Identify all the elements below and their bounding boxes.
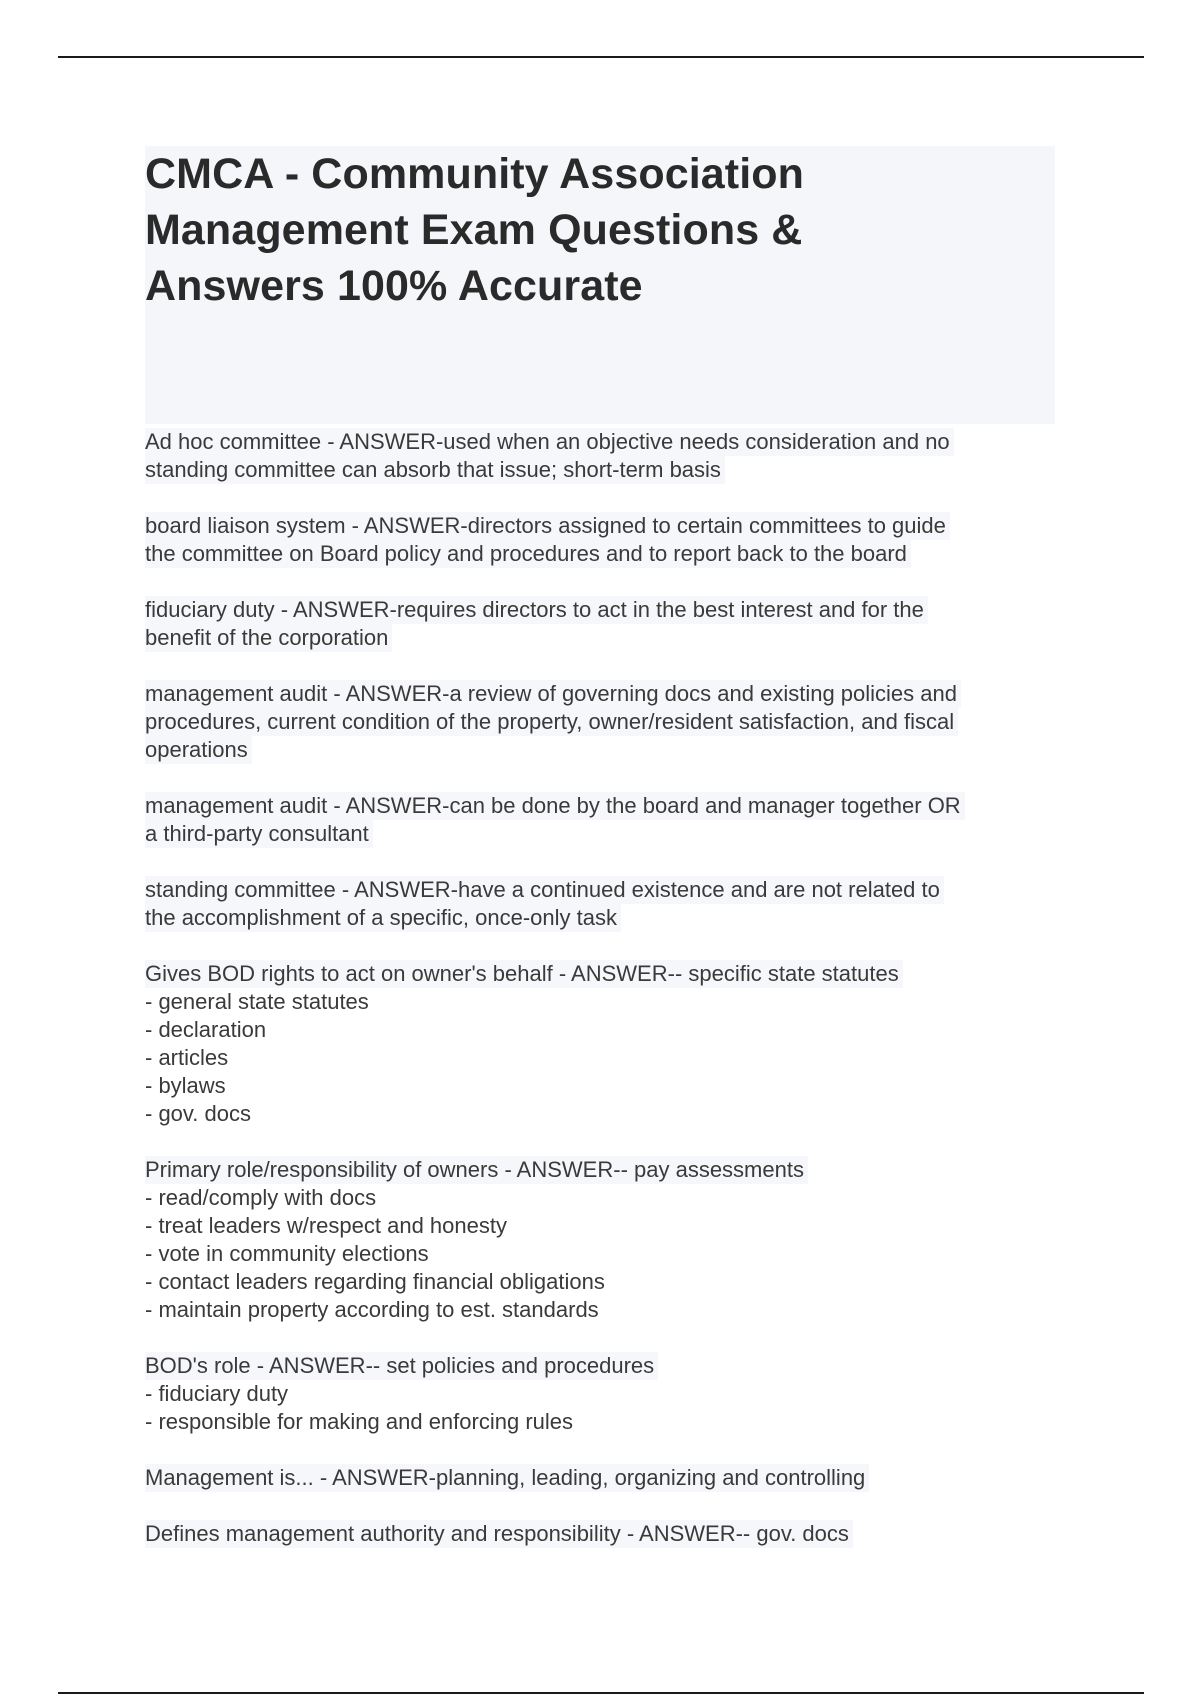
qa-entry: [145, 1464, 1055, 1492]
qa-list-item: - maintain property according to est. standards: [145, 1297, 599, 1322]
qa-list-item: - declaration: [145, 1017, 267, 1042]
qa-text: Ad hoc committee - ANSWER-used when an objective needs consideration and no: [145, 428, 954, 456]
qa-text: benefit of the corporation: [145, 624, 392, 652]
qa-entry: [145, 792, 1055, 848]
top-rule: [58, 56, 1144, 58]
qa-entry: [145, 1156, 1055, 1324]
qa-text: management audit - ANSWER-a review of governing docs and existing policies and: [145, 680, 961, 708]
qa-text: board liaison system - ANSWER-directors assigned to certain committees to guide: [145, 512, 950, 540]
qa-list-item: - treat leaders w/respect and honesty: [145, 1213, 507, 1238]
qa-list-item: - articles: [145, 1045, 229, 1070]
title-line-2: Management Exam Questions &: [145, 206, 803, 254]
qa-text: BOD's role - ANSWER-- set policies and procedures: [145, 1352, 658, 1380]
qa-text: Management is... - ANSWER-planning, leading, organizing and controlling: [145, 1464, 869, 1492]
qa-text: Defines management authority and responsibility - ANSWER-- gov. docs: [145, 1520, 853, 1548]
qa-text: standing committee - ANSWER-have a continued existence and are not related to: [145, 876, 944, 904]
qa-entry: [145, 512, 1055, 568]
qa-list-item: - general state statutes: [145, 989, 369, 1014]
qa-entry: [145, 428, 1055, 484]
qa-list-item: - fiduciary duty: [145, 1381, 289, 1406]
qa-text: a third-party consultant: [145, 820, 373, 848]
qa-entry: [145, 680, 1055, 764]
title-line-1: CMCA - Community Association: [145, 150, 804, 198]
title-block: [145, 146, 1055, 424]
qa-text: Gives BOD rights to act on owner's behalf - ANSWER-- specific state statutes: [145, 960, 903, 988]
qa-text: procedures, current condition of the property, owner/resident satisfaction, and fiscal: [145, 708, 958, 736]
qa-text: management audit - ANSWER-can be done by the board and manager together OR: [145, 792, 965, 820]
qa-text: the committee on Board policy and procedures and to report back to the board: [145, 540, 911, 568]
qa-list: [145, 428, 1055, 1548]
qa-list-item: - contact leaders regarding financial obligations: [145, 1269, 605, 1294]
qa-text: standing committee can absorb that issue; short-term basis: [145, 456, 725, 484]
qa-list-item: - gov. docs: [145, 1101, 251, 1126]
qa-text: fiduciary duty - ANSWER-requires directors to act in the best interest and for the: [145, 596, 928, 624]
qa-entry: [145, 960, 1055, 1128]
document-body: [145, 146, 1055, 1576]
qa-entry: [145, 1520, 1055, 1548]
qa-text: operations: [145, 736, 252, 764]
qa-list-item: - bylaws: [145, 1073, 226, 1098]
qa-text: Primary role/responsibility of owners - ANSWER-- pay assessments: [145, 1156, 808, 1184]
qa-entry: [145, 876, 1055, 932]
title-line-3: Answers 100% Accurate: [145, 262, 643, 310]
qa-entry: [145, 1352, 1055, 1436]
qa-list-item: - responsible for making and enforcing rules: [145, 1409, 574, 1434]
qa-list-item: - vote in community elections: [145, 1241, 429, 1266]
document-title: [145, 146, 1055, 314]
bottom-rule: [58, 1692, 1144, 1694]
qa-list-item: - read/comply with docs: [145, 1185, 377, 1210]
qa-entry: [145, 596, 1055, 652]
qa-text: the accomplishment of a specific, once-only task: [145, 904, 621, 932]
